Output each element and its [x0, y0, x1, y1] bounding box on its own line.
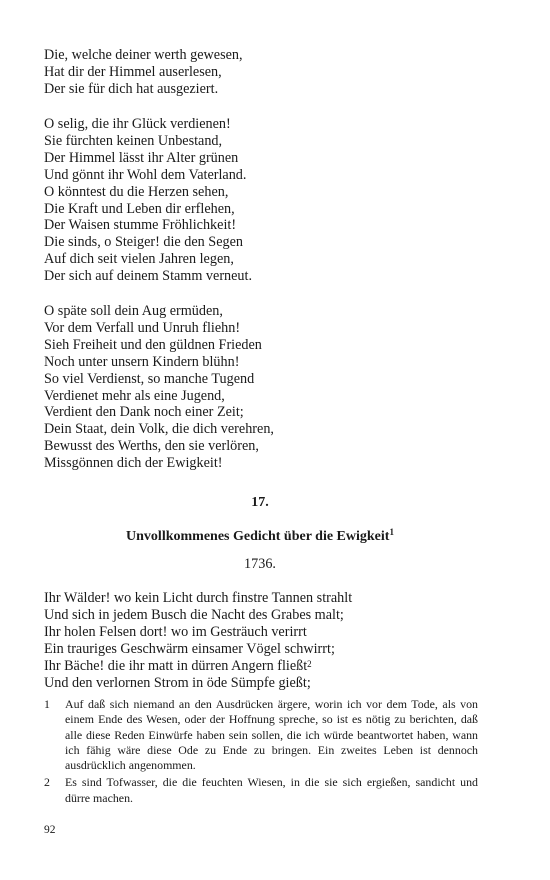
verse-line: O späte soll dein Aug ermüden, [44, 303, 223, 319]
poem-title-text: Unvollkommenes Gedicht über die Ewigkeit [126, 529, 390, 544]
verse-line: O selig, die ihr Glück verdienen! [44, 116, 231, 132]
footnote-mark: 2 [307, 658, 312, 669]
verse-line: Missgönnen dich der Ewigkeit! [44, 455, 223, 472]
verse-line: Ihr Wälder! wo kein Licht durch finstre Tannen strahlt [44, 590, 353, 606]
verse-line: Sie fürchten keinen Unbestand, [44, 132, 223, 149]
verse-line: Ein trauriges Geschwärm einsamer Vögel schwirrt; [44, 640, 335, 657]
verse-line: Verdient den Dank noch einer Zeit; [44, 404, 244, 421]
verse-line: Und sich in jedem Busch die Nacht des Grabes malt; [44, 606, 344, 623]
verse-line: Der sie für dich hat ausgeziert. [44, 80, 219, 97]
verse-line: Bewusst des Werths, den sie verlören, [44, 438, 259, 455]
verse-line: Hat dir der Himmel auserlesen, [44, 63, 222, 80]
footnote-number: 2 [44, 775, 50, 790]
verse-line [44, 658, 504, 675]
verse-line: Auf dich seit vielen Jahren legen, [44, 251, 234, 268]
footnote-number: 1 [44, 697, 50, 711]
verse-line: O könntest du die Herzen sehen, [44, 183, 229, 200]
footnote-text: Es sind Tofwasser, die die feuchten Wiesen, in die sie sich ergießen, sandicht und dürre machen. [65, 775, 478, 805]
verse-line: Die, welche deiner werth gewesen, [44, 47, 243, 63]
verse-line: So viel Verdienst, so manche Tugend [44, 370, 255, 387]
verse-line: Ihr holen Felsen dort! wo im Gesträuch verirrt [44, 623, 307, 640]
poem-year: 1736. [244, 556, 276, 572]
stanza-1 [44, 47, 504, 98]
stanza-3 [44, 303, 504, 472]
footnote [44, 697, 478, 773]
poem-number: 17. [251, 495, 269, 510]
verse-line: Vor dem Verfall und Unruh fliehn! [44, 319, 241, 336]
verse-line: Dein Staat, dein Volk, die dich verehren, [44, 421, 274, 438]
verse-line: Die sinds, o Steiger! die den Segen [44, 234, 243, 251]
verse-line: Und den verlornen Strom in öde Sümpfe gießt; [44, 674, 311, 691]
page-number: 92 [44, 824, 56, 836]
poem-title [44, 529, 476, 545]
verse-line: Noch unter unsern Kindern blühn! [44, 353, 240, 370]
footnotes [44, 697, 478, 806]
poem-stanza [44, 590, 504, 691]
verse-line-text: Ihr Bäche! die ihr matt in dürren Angern fließt [44, 657, 308, 674]
verse-line: Verdienet mehr als eine Jugend, [44, 387, 225, 404]
footnote-text: Auf daß sich niemand an den Ausdrücken ärgere, worin ich vor dem Tode, als von einem Ende des Wesen, oder der Hoffnung spreche, so ist es nötig zu berichten, daß alle diese Reden Einwürfe haben sein sollen, die ich würde beantwortet haben, wann ich fähig wäre diese Ode zu Ende zu bringen. Ein zweites Leben ist dennoch ausdrücklich angenommen. [65, 697, 478, 773]
stanza-2 [44, 116, 504, 285]
verse-line: Und gönnt ihr Wohl dem Vaterland. [44, 166, 247, 183]
verse-line: Der Waisen stumme Fröhlichkeit! [44, 217, 237, 234]
verse-line: Die Kraft und Leben dir erflehen, [44, 200, 235, 217]
verse-line: Sieh Freiheit und den güldnen Frieden [44, 336, 262, 353]
footnote-mark: 1 [389, 527, 394, 537]
verse-line: Der Himmel lässt ihr Alter grünen [44, 149, 239, 166]
verse-line: Der sich auf deinem Stamm verneut. [44, 268, 253, 285]
footnote [44, 775, 478, 806]
